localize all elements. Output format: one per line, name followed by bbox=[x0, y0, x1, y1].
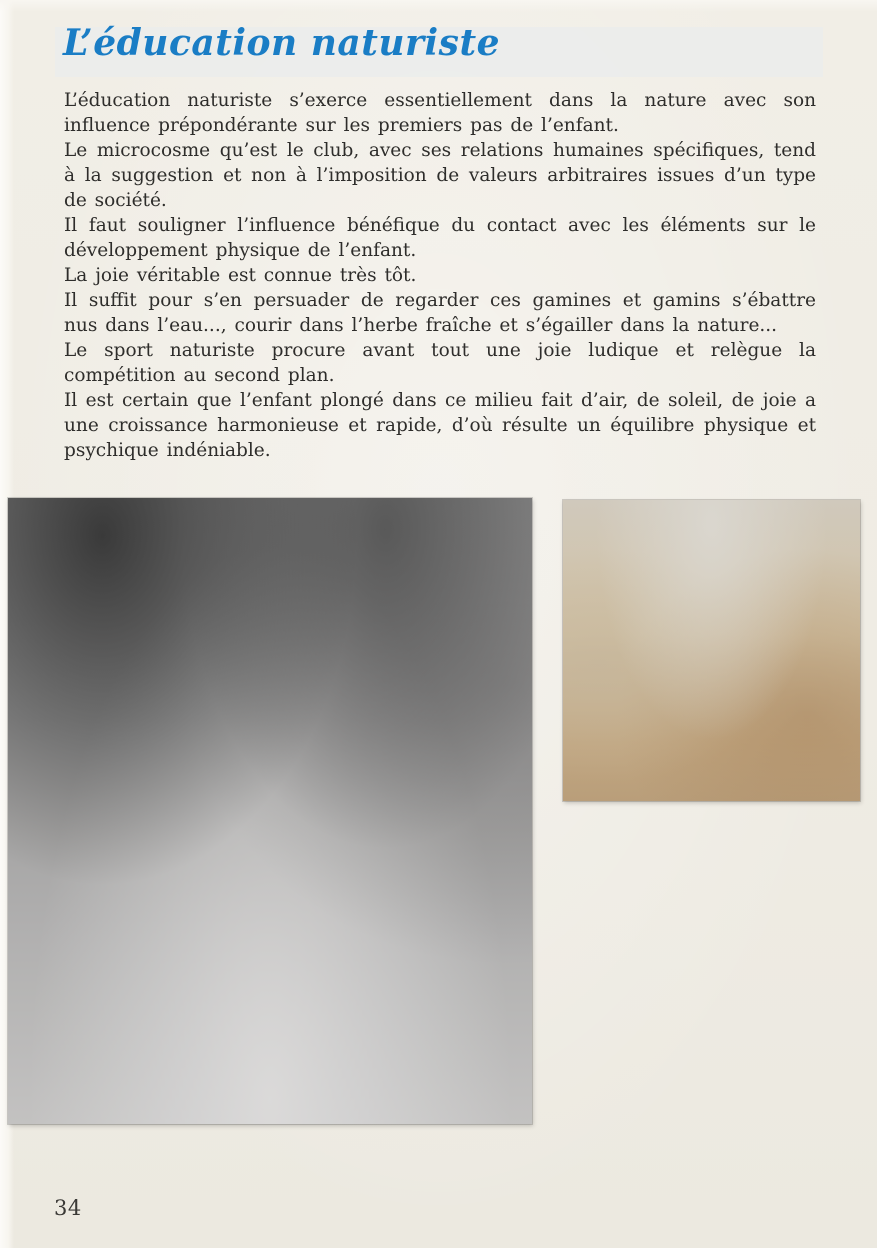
paragraph: Il est certain que l’enfant plongé dans ce milieu fait d’air, de soleil, de joie a une croissance harmonieuse et rapide, d’où résulte un équilibre physique et psychique indéniable. bbox=[64, 390, 816, 461]
page-edge-top bbox=[0, 0, 877, 12]
paragraph: La joie véritable est connue très tôt. bbox=[64, 265, 417, 286]
paragraph: Il suffit pour s’en persuader de regarder ces gamines et gamins s’ébattre nus dans l’eau..., courir dans l’herbe fraîche et s’égailler dans la nature... bbox=[64, 290, 816, 336]
photograph-right-color bbox=[563, 500, 860, 801]
photograph-left-monochrome bbox=[8, 498, 532, 1124]
page-number: 34 bbox=[54, 1196, 82, 1220]
paragraph: Le sport naturiste procure avant tout une joie ludique et relègue la compétition au second plan. bbox=[64, 340, 816, 386]
page-title: L’éducation naturiste bbox=[63, 22, 500, 64]
paragraph: L’éducation naturiste s’exerce essentiellement dans la nature avec son influence prépondérante sur les premiers pas de l’enfant. bbox=[64, 90, 816, 136]
paragraph: Le microcosme qu’est le club, avec ses relations humaines spécifiques, tend à la suggestion et non à l’imposition de valeurs arbitraires issues d’un type de société. bbox=[64, 140, 816, 211]
article-body bbox=[64, 88, 816, 463]
paragraph: Il faut souligner l’influence bénéfique du contact avec les éléments sur le développement physique de l’enfant. bbox=[64, 215, 816, 261]
